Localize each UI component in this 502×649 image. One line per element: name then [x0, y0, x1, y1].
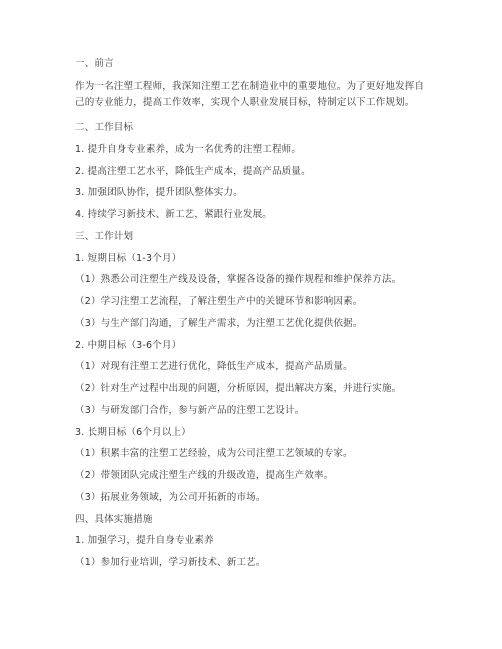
measure-1-item: （1）参加行业培训，学习新技术、新工艺。: [75, 557, 266, 568]
goal-item: 1. 提升自身专业素养，成为一名优秀的注塑工程师。: [75, 144, 302, 155]
long-term-item: （3）拓展业务领域，为公司开拓新的市场。: [75, 492, 266, 503]
mid-term-title: 2. 中期目标（3-6个月）: [75, 340, 182, 351]
mid-term-item: （1）对现有注塑工艺进行优化，降低生产成本，提高产品质量。: [75, 361, 353, 372]
heading-measures: 四、具体实施措施: [75, 514, 153, 525]
heading-intro: 一、前言: [75, 58, 114, 69]
long-term-item: （1）积累丰富的注塑工艺经验，成为公司注塑工艺领域的专家。: [75, 448, 353, 459]
goal-item: 2. 提高注塑工艺水平，降低生产成本，提高产品质量。: [75, 166, 311, 177]
mid-term-item: （3）与研发部门合作，参与新产品的注塑工艺设计。: [75, 405, 305, 416]
goal-item: 3. 加强团队协作，提升团队整体实力。: [75, 187, 243, 198]
measure-1-title: 1. 加强学习，提升自身专业素养: [75, 535, 214, 546]
short-term-item: （1）熟悉公司注塑生产线及设备，掌握各设备的操作规程和维护保养方法。: [75, 274, 402, 285]
intro-paragraph-line-1: 作为一名注塑工程师，我深知注塑工艺在制造业中的重要地位。为了更好地发挥自: [75, 81, 425, 92]
mid-term-item: （2）针对生产过程中出现的问题，分析原因，提出解决方案，并进行实施。: [75, 383, 402, 394]
long-term-title: 3. 长期目标（6个月以上）: [75, 427, 191, 438]
short-term-item: （3）与生产部门沟通，了解生产需求，为注塑工艺优化提供依据。: [75, 318, 363, 329]
long-term-item: （2）带领团队完成注塑生产线的升级改造，提高生产效率。: [75, 470, 334, 481]
heading-goals: 二、工作目标: [75, 122, 134, 133]
short-term-item: （2）学习注塑工艺流程，了解注塑生产中的关键环节和影响因素。: [75, 296, 363, 307]
short-term-title: 1. 短期目标（1-3个月）: [75, 253, 182, 264]
intro-paragraph-line-2: 己的专业能力，提高工作效率，实现个人职业发展目标，特制定以下工作规划。: [75, 97, 415, 108]
goal-item: 4. 持续学习新技术、新工艺，紧跟行业发展。: [75, 209, 272, 220]
heading-plan: 三、工作计划: [75, 231, 134, 242]
